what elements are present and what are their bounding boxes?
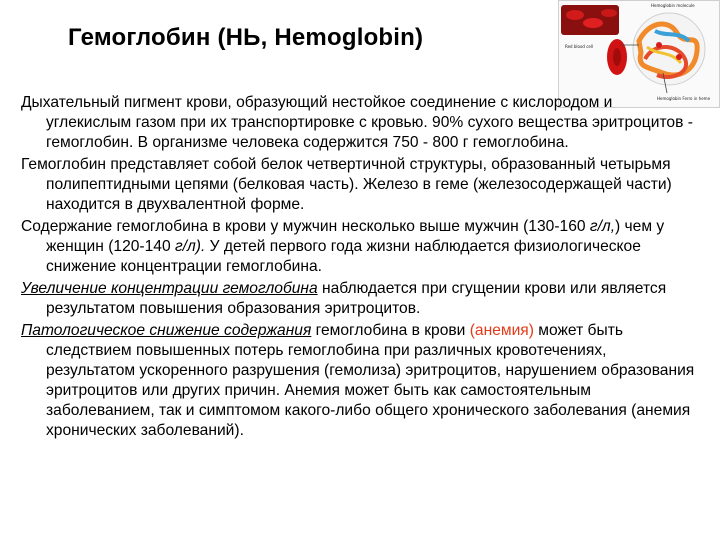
paragraph-text: гемоглобина в крови <box>311 322 470 339</box>
underlined-term: Увеличение концентрации гемоглобина <box>21 280 318 297</box>
paragraph-text: ) чем у женщин (120-140 <box>46 218 665 255</box>
paragraph-text: наблюдается при сгущении крови или является результатом повышения образования эритроцитов. <box>46 280 667 317</box>
paragraph-text: Дыхательный пигмент крови, образующий нестойкое соединение с кислородом и углекислым газом при их транспортировке с кровью. 90% сухого вещества эритроцитов - гемоглобин. В организме человека содержится 750 - 800 г гемоглобина. <box>21 94 693 151</box>
unit-text: г/л). <box>174 238 206 255</box>
illustration-frame <box>558 0 720 108</box>
slide-body <box>21 93 697 443</box>
illustration-caption-top: Hemoglobin molecule <box>651 3 695 8</box>
red-cell-shape <box>583 18 603 28</box>
slide-title: Гемоглобин (НЬ, Hemoglobin) <box>68 24 424 51</box>
paragraph-text: Гемоглобин представляет собой белок четвертичной структуры, образованный четырьмя полипептидными цепями (белковая часть). Железо в геме (железосодержащей части) находится в двухвалентной форме. <box>21 156 672 213</box>
hemoglobin-diagram <box>559 1 719 107</box>
anemia-highlight: (анемия) <box>469 322 534 339</box>
heme-group <box>676 54 682 60</box>
illustration-caption-bottom: Hemoglobin Ferro in heme <box>657 96 711 101</box>
red-cell-center <box>613 48 621 66</box>
paragraph-content-levels <box>21 217 697 277</box>
paragraph-text: У детей первого года жизни наблюдается физиологическое снижение концентрации гемоглобина. <box>46 238 641 275</box>
paragraph-definition <box>21 93 697 153</box>
paragraph-decrease <box>21 321 697 441</box>
illustration-caption-left: Red blood cell <box>565 44 594 49</box>
underlined-term: Патологическое снижение содержания <box>21 322 312 339</box>
heme-group <box>656 42 662 48</box>
red-cell-shape <box>601 9 617 17</box>
paragraph-text: Содержание гемоглобина в крови у мужчин несколько выше мужчин (130-160 <box>21 218 590 235</box>
unit-text: г/л, <box>589 218 616 235</box>
paragraph-increase <box>21 279 697 319</box>
paragraph-text: может быть следствием повышенных потерь гемоглобина при различных кровотечениях, результатом ускоренного разрушения (гемолиза) эритроцитов, нарушением образования эритроцитов или других причин. Анемия может быть как самостоятельным заболеванием, так и симптомом какого-либо общего хронического заболевания (анемия хронических заболеваний). <box>46 322 695 439</box>
paragraph-structure <box>21 155 697 215</box>
red-cell-shape <box>566 10 584 20</box>
